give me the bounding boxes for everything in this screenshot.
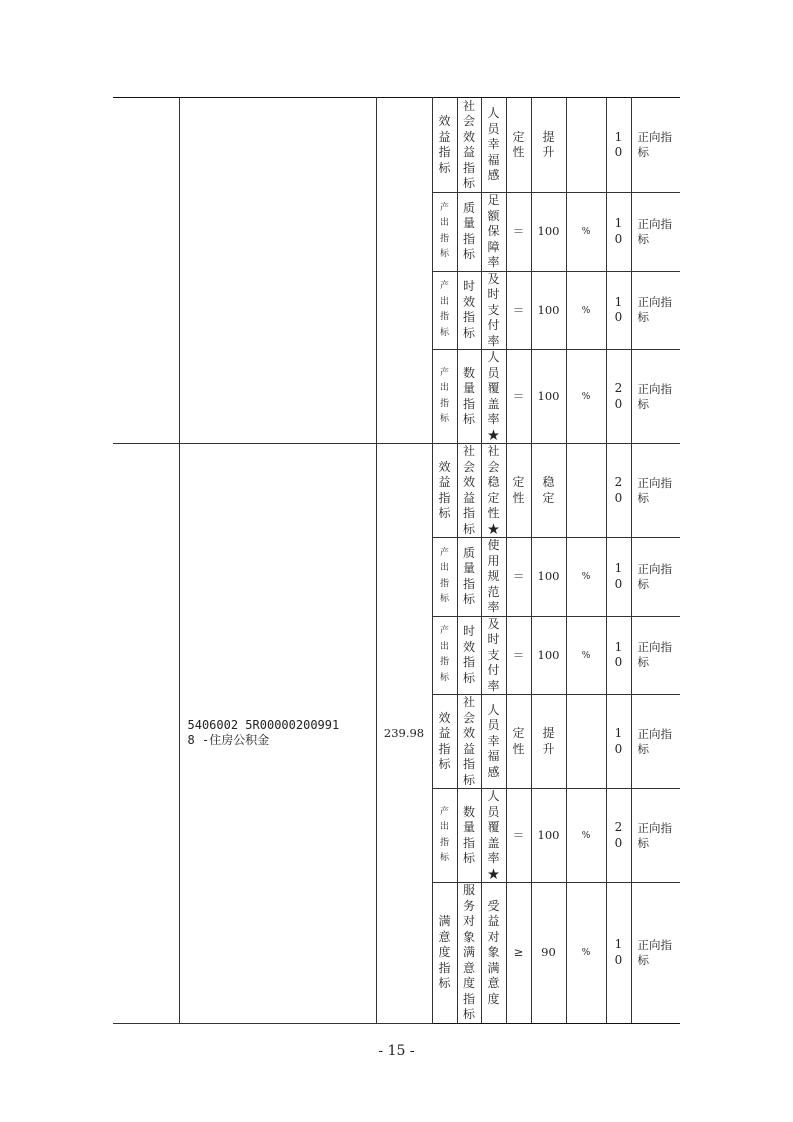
score-cell: 10 <box>606 538 631 617</box>
project-cell-continued <box>179 98 376 444</box>
operator-cell: ＝ <box>506 193 531 272</box>
level3-indicator-cell: 及时支付率 <box>481 271 506 350</box>
direction-cell: 正向指标 <box>631 271 680 350</box>
operator-cell: ＝ <box>506 271 531 350</box>
level2-indicator-cell: 时效指标 <box>457 271 481 350</box>
operator-cell: 定性 <box>506 98 531 193</box>
level1-indicator-cell: 效益指标 <box>432 695 457 789</box>
level3-indicator-cell: 足额保障率 <box>481 193 506 272</box>
table-row <box>113 98 680 193</box>
operator-cell: ＝ <box>506 350 531 444</box>
target-value-cell: 100 <box>531 271 566 350</box>
level1-indicator-cell: 产出指标 <box>432 538 457 617</box>
operator-cell: ＝ <box>506 789 531 883</box>
level3-indicator-cell: 及时支付率 <box>481 616 506 695</box>
operator-cell: ＝ <box>506 616 531 695</box>
score-cell: 10 <box>606 883 631 1024</box>
level2-indicator-cell: 数量指标 <box>457 789 481 883</box>
score-cell: 10 <box>606 271 631 350</box>
level1-indicator-cell: 产出指标 <box>432 350 457 444</box>
score-cell: 20 <box>606 350 631 444</box>
empty-cell <box>113 98 179 444</box>
level2-indicator-cell: 时效指标 <box>457 616 481 695</box>
level2-indicator-cell: 数量指标 <box>457 350 481 444</box>
level1-indicator-cell: 满意度指标 <box>432 883 457 1024</box>
target-value-cell: 稳定 <box>531 444 566 538</box>
project-name: 住房公积金 <box>209 733 270 748</box>
operator-cell: 定性 <box>506 695 531 789</box>
level3-indicator-cell: 人员覆盖率★ <box>481 350 506 444</box>
operator-cell: ＝ <box>506 538 531 617</box>
level2-indicator-cell: 社会效益指标 <box>457 695 481 789</box>
direction-cell: 正向指标 <box>631 444 680 538</box>
unit-cell: % <box>566 883 606 1024</box>
target-value-cell: 100 <box>531 616 566 695</box>
score-cell: 10 <box>606 616 631 695</box>
operator-cell: ≥ <box>506 883 531 1024</box>
level2-indicator-cell: 质量指标 <box>457 538 481 617</box>
level1-indicator-cell: 产出指标 <box>432 616 457 695</box>
operator-cell: 定性 <box>506 444 531 538</box>
unit-cell: % <box>566 271 606 350</box>
level1-indicator-cell: 产出指标 <box>432 789 457 883</box>
score-cell: 10 <box>606 193 631 272</box>
level2-indicator-cell: 质量指标 <box>457 193 481 272</box>
level2-indicator-cell: 服务对象满意度指标 <box>457 883 481 1024</box>
target-value-cell: 100 <box>531 193 566 272</box>
score-cell: 20 <box>606 444 631 538</box>
unit-cell: % <box>566 789 606 883</box>
level3-indicator-cell: 人员覆盖率★ <box>481 789 506 883</box>
direction-cell: 正向指标 <box>631 883 680 1024</box>
direction-cell: 正向指标 <box>631 616 680 695</box>
target-value-cell: 100 <box>531 789 566 883</box>
level2-indicator-cell: 社会效益指标 <box>457 98 481 193</box>
level3-indicator-cell: 人员幸福感 <box>481 695 506 789</box>
unit-cell <box>566 98 606 193</box>
direction-cell: 正向指标 <box>631 789 680 883</box>
target-value-cell: 100 <box>531 350 566 444</box>
score-cell: 10 <box>606 695 631 789</box>
level1-indicator-cell: 效益指标 <box>432 444 457 538</box>
project-code-name-cell <box>179 444 376 1024</box>
unit-cell: % <box>566 350 606 444</box>
direction-cell: 正向指标 <box>631 98 680 193</box>
unit-cell: % <box>566 616 606 695</box>
amount-cell-continued <box>376 98 432 444</box>
unit-cell: % <box>566 193 606 272</box>
project-code-suffix: 8 - <box>187 733 210 748</box>
table-row <box>113 444 680 538</box>
project-code: 5406002 5R00000200991 <box>187 718 340 733</box>
table-body <box>113 98 680 1024</box>
direction-cell: 正向指标 <box>631 350 680 444</box>
level3-indicator-cell: 使用规范率 <box>481 538 506 617</box>
direction-cell: 正向指标 <box>631 695 680 789</box>
direction-cell: 正向指标 <box>631 193 680 272</box>
level1-indicator-cell: 产出指标 <box>432 271 457 350</box>
level2-indicator-cell: 社会效益指标 <box>457 444 481 538</box>
level3-indicator-cell: 人员幸福感 <box>481 98 506 193</box>
level3-indicator-cell: 受益对象满意度 <box>481 883 506 1024</box>
score-cell: 10 <box>606 98 631 193</box>
target-value-cell: 提升 <box>531 695 566 789</box>
unit-cell: % <box>566 538 606 617</box>
unit-cell <box>566 444 606 538</box>
unit-cell <box>566 695 606 789</box>
level3-indicator-cell: 社会稳定性★ <box>481 444 506 538</box>
level1-indicator-cell: 产出指标 <box>432 193 457 272</box>
amount-cell: 239.98 <box>376 444 432 1024</box>
target-value-cell: 90 <box>531 883 566 1024</box>
target-value-cell: 提升 <box>531 98 566 193</box>
direction-cell: 正向指标 <box>631 538 680 617</box>
level1-indicator-cell: 效益指标 <box>432 98 457 193</box>
score-cell: 20 <box>606 789 631 883</box>
page-number: - 15 - <box>378 1043 415 1059</box>
target-value-cell: 100 <box>531 538 566 617</box>
performance-indicator-table <box>113 97 680 1024</box>
empty-cell <box>113 444 179 1024</box>
